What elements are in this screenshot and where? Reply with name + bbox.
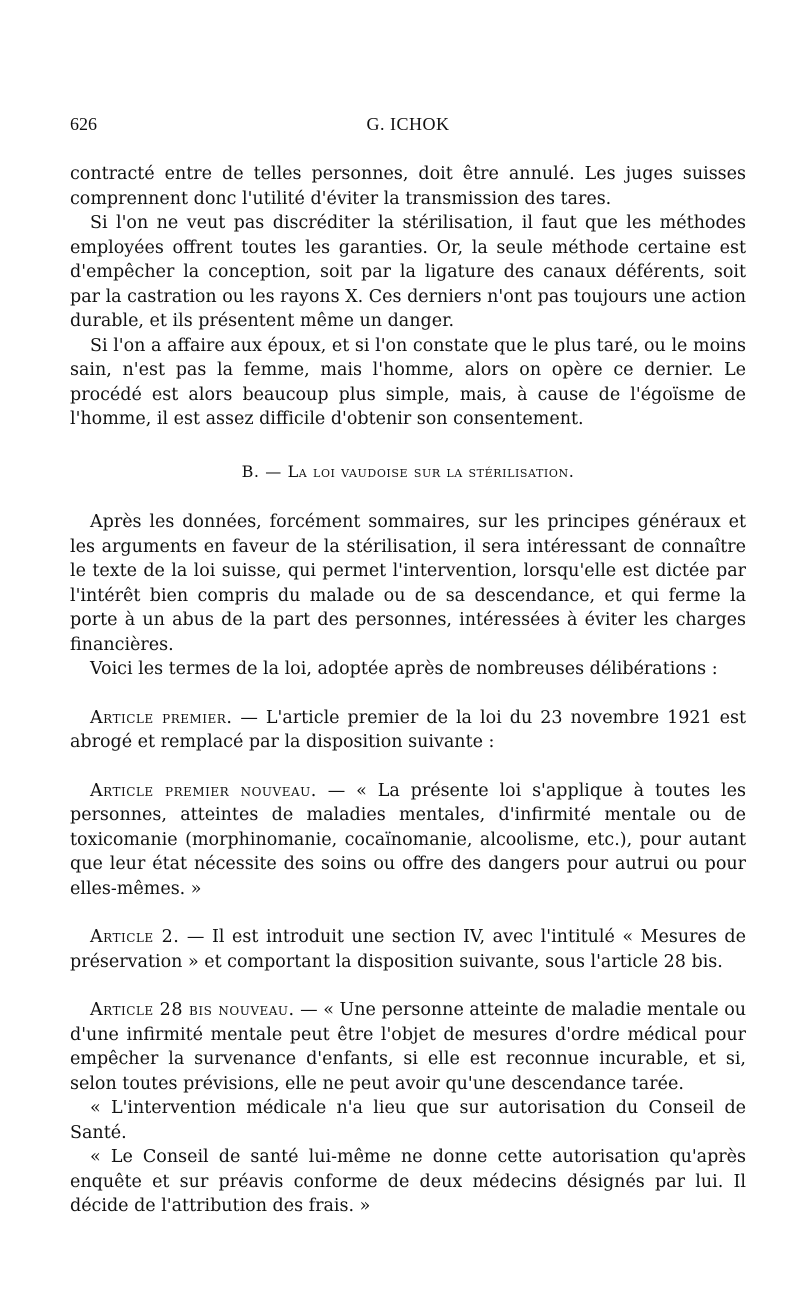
running-title: G. ICHOK: [366, 114, 450, 134]
section-heading: B. — La loi vaudoise sur la stérilisation.: [241, 461, 575, 481]
page: [70, 112, 746, 1219]
article-paragraph: [70, 998, 746, 1096]
article-paragraph: [70, 706, 746, 755]
article-label: Article 28 bis nouveau.: [90, 1000, 295, 1020]
page-number: 626: [70, 114, 97, 134]
running-header: [70, 112, 746, 140]
paragraph: « Le Conseil de santé lui-même ne donne cette autorisation qu'après enquête et sur préavis conforme de deux médecins désignés par lui. Il décide de l'attribution des frais. »: [70, 1147, 746, 1216]
paragraph: « L'intervention médicale n'a lieu que sur autorisation du Conseil de Santé.: [70, 1098, 746, 1143]
article-label: Article 2.: [90, 927, 180, 947]
article-label: Article premier nouveau.: [90, 780, 317, 801]
article-paragraph: [70, 779, 746, 902]
paragraph: Après les données, forcément sommaires, sur les principes généraux et les arguments en faveur de la stérilisation, il sera intéressant de connaître le texte de la loi suisse, qui permet l'intervention, lorsqu'elle est dictée par l'intérêt bien compris du malade ou de sa descendance, et qui ferme la porte à un abus de la part des personnes, intéressées à éviter les charges financières.: [70, 512, 746, 655]
article-paragraph: [70, 925, 746, 974]
paragraph: Voici les termes de la loi, adoptée après de nombreuses délibérations :: [90, 659, 718, 679]
article-text: — L'article premier de la loi du 23 novembre 1921 est abrogé et remplacé par la disposition suivante :: [70, 707, 746, 752]
article-text: — « La présente loi s'applique à toutes les personnes, atteintes de maladies mentales, d'infirmité mentale ou de toxicomanie (morphinomanie, cocaïnomanie, alcoolisme, etc.), pour autant que leur état nécessite des soins ou offre des dangers pour autrui ou pour elles-mêmes. »: [70, 780, 746, 899]
paragraph: contracté entre de telles personnes, doit être annulé. Les juges suisses comprennent donc l'utilité d'éviter la transmission des tares.: [70, 164, 746, 209]
article-label: Article premier.: [90, 707, 233, 728]
paragraph: Si l'on a affaire aux époux, et si l'on constate que le plus taré, ou le moins sain, n'est pas la femme, mais l'homme, alors on opère ce dernier. Le procédé est alors beaucoup plus simple, mais, à cause de l'égoïsme de l'homme, il est assez difficile d'obtenir son consentement.: [70, 335, 746, 429]
article-text: — « Une personne atteinte de maladie mentale ou d'une infirmité mentale peut être l'objet de mesures d'ordre médical pour empêcher la survenance d'enfants, si elle est reconnue incurable, et si, selon toutes prévisions, elle ne peut avoir qu'une descendance tarée.: [70, 1000, 746, 1094]
paragraph: Si l'on ne veut pas discréditer la stérilisation, il faut que les méthodes employées offrent toutes les garanties. Or, la seule méthode certaine est d'empêcher la conception, soit par la ligature des canaux déférents, soit par la castration ou les rayons X. Ces derniers n'ont pas toujours une action durable, et ils présentent même un danger.: [70, 213, 746, 331]
article-text: — Il est introduit une section IV, avec l'intitulé « Mesures de préservation » et comportant la disposition suivante, sous l'article 28 bis.: [70, 927, 746, 972]
